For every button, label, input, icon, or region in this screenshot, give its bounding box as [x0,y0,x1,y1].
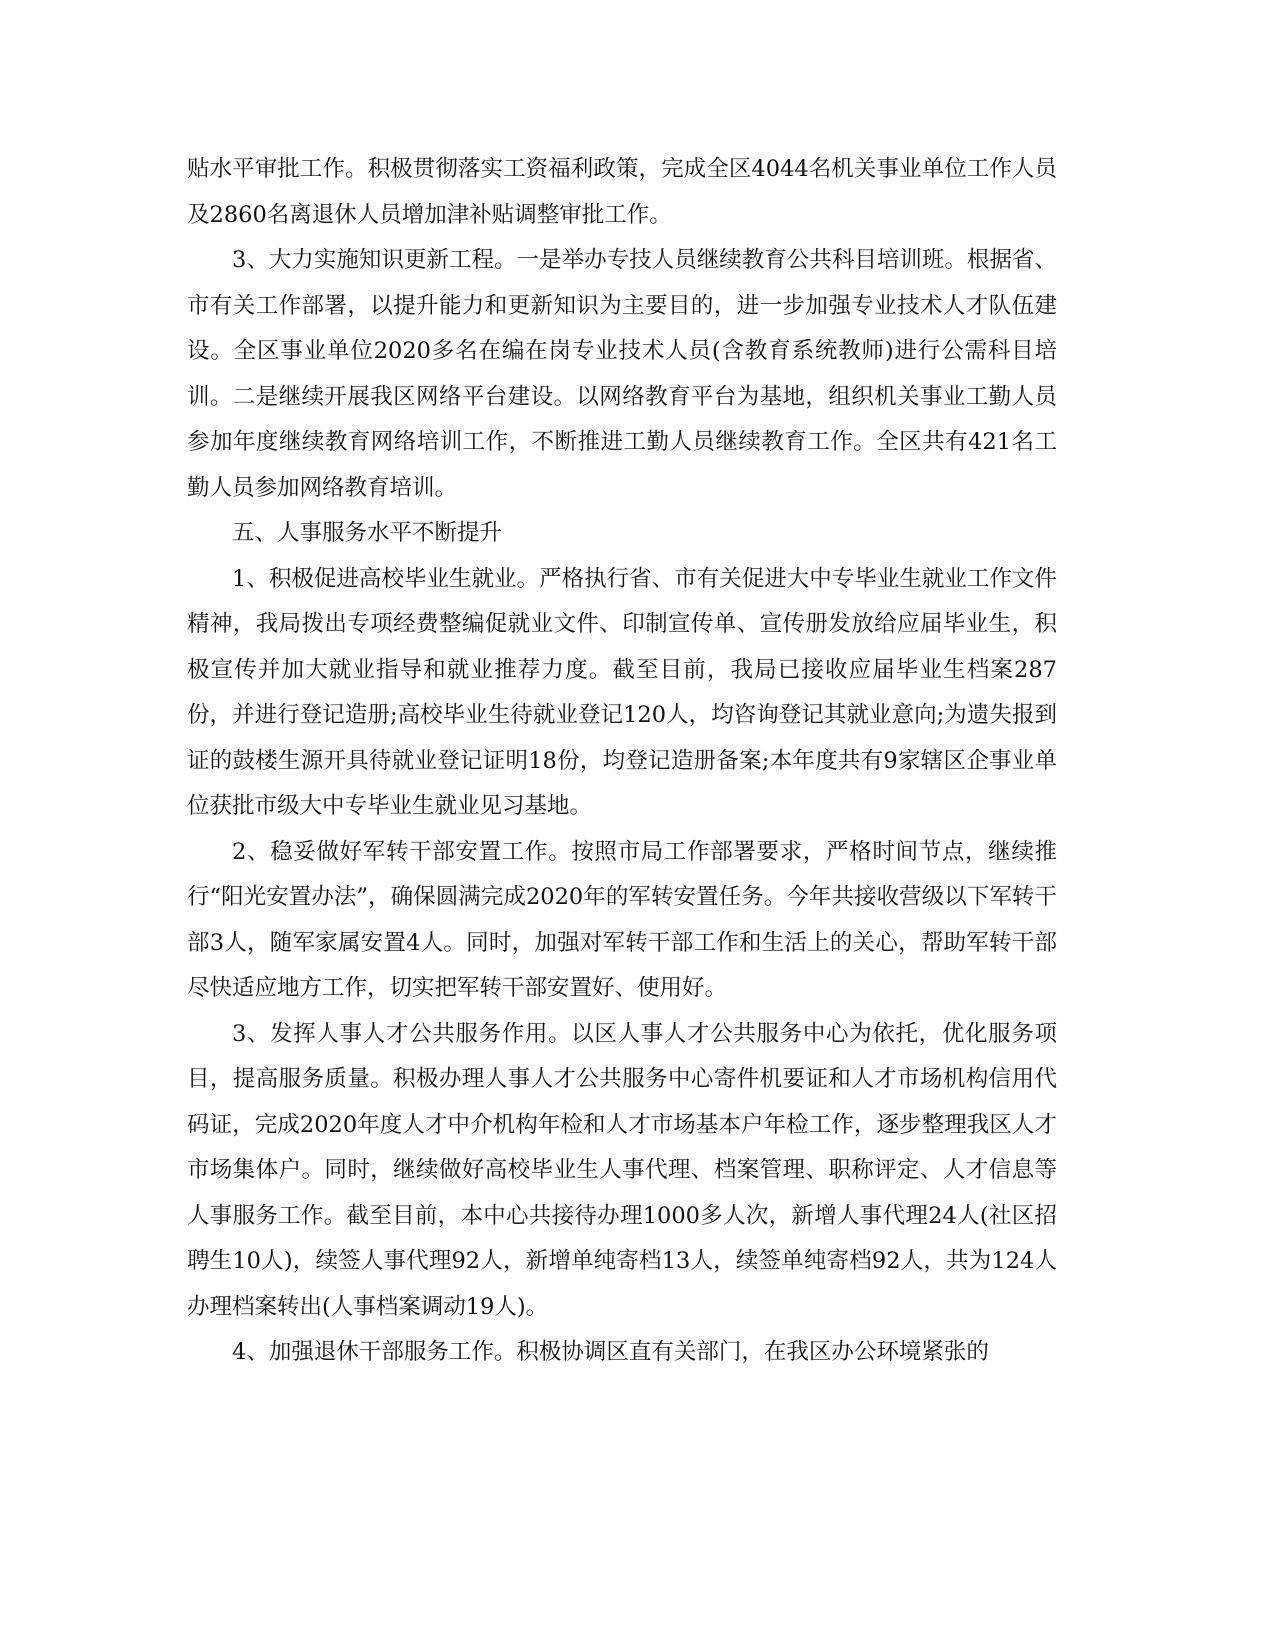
paragraph-knowledge-update: 3、大力实施知识更新工程。一是举办专技人员继续教育公共科目培训班。根据省、市有关工作部署，以提升能力和更新知识为主要目的，进一步加强专业技术人才队伍建设。全区事业单位2020多名在编在岗专业技术人员(含教育系统教师)进行公需科目培训。二是继续开展我区网络平台建设。以网络教育平台为基地，组织机关事业工勤人员参加年度继续教育网络培训工作，不断推进工勤人员继续教育工作。全区共有421名工勤人员参加网络教育培训。 [187,247,1057,501]
paragraph-retired-cadres: 4、加强退休干部服务工作。积极协调区直有关部门，在我区办公环境紧张的 [232,1339,989,1365]
paragraph-graduate-employment: 1、积极促进高校毕业生就业。严格执行省、市有关促进大中专毕业生就业工作文件精神，我局拨出专项经费整编促就业文件、印制宣传单、宣传册发放给应届毕业生，积极宣传并加大就业指导和就业推荐力度。截至目前，我局已接收应届毕业生档案287份，并进行登记造册;高校毕业生待就业登记120人，均咨询登记其就业意向;为遗失报到证的鼓楼生源开具待就业登记证明18份，均登记造册备案;本年度共有9家辖区企事业单位获批市级大中专毕业生就业见习基地。 [187,565,1057,819]
section-heading-personnel-service: 五、人事服务水平不断提升 [232,520,503,546]
document-body [187,147,1057,1376]
paragraph-public-service: 3、发挥人事人才公共服务作用。以区人事人才公共服务中心为依托，优化服务项目，提高服务质量。积极办理人事人才公共服务中心寄件机要证和人才市场机构信用代码证，完成2020年度人才中介机构年检和人才市场基本户年检工作，逐步整理我区人才市场集体户。同时，继续做好高校毕业生人事代理、档案管理、职称评定、人才信息等人事服务工作。截至目前，本中心共接待办理1000多人次，新增人事代理24人(社区招聘生10人)，续签人事代理92人，新增单纯寄档13人，续签单纯寄档92人，共为124人办理档案转出(人事档案调动19人)。 [187,1020,1057,1320]
paragraph-military-transfer: 2、稳妥做好军转干部安置工作。按照市局工作部署要求，严格时间节点，继续推行“阳光安置办法”，确保圆满完成2020年的军转安置任务。今年共接收营级以下军转干部3人，随军家属安置4人。同时，加强对军转干部工作和生活上的关心，帮助军转干部尽快适应地方工作，切实把军转干部安置好、使用好。 [187,838,1057,1001]
paragraph-continuation: 贴水平审批工作。积极贯彻落实工资福利政策，完成全区4044名机关事业单位工作人员及2860名离退休人员增加津补贴调整审批工作。 [187,156,1057,228]
